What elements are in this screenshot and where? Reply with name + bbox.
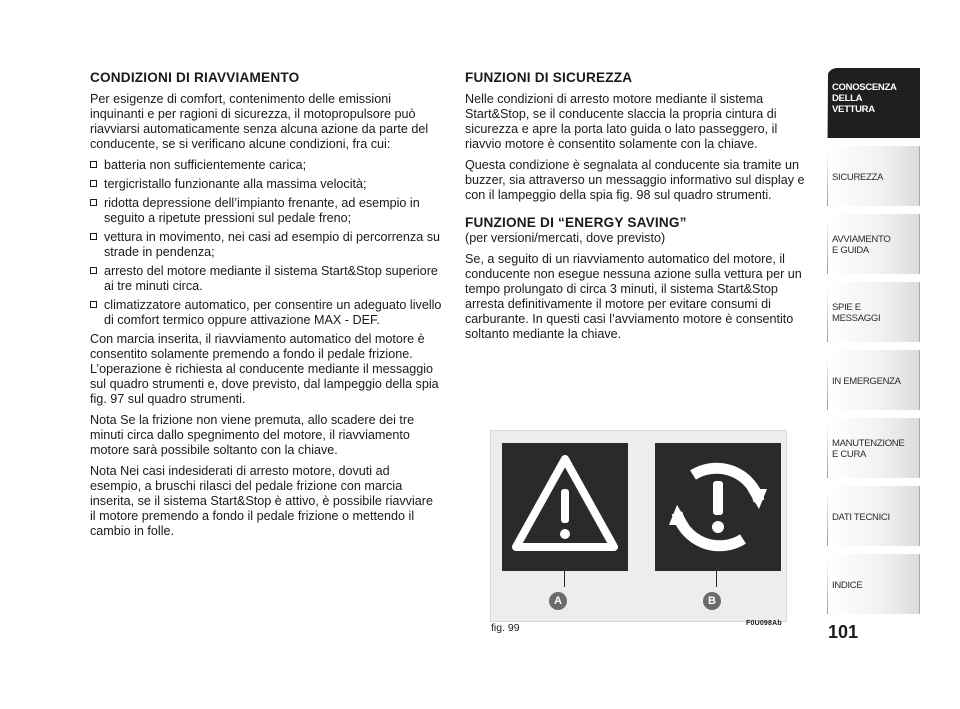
checkbox-bullet-icon [90, 301, 97, 308]
tab-conoscenza-della-vettura[interactable]: CONOSCENZA DELLA VETTURA [827, 68, 920, 138]
list-item: ridotta depressione dell’impianto frenante, ad esempio in seguito a ripetute pressioni sul pedale freno; [90, 196, 442, 226]
tab-avviamento-e-guida[interactable]: AVVIAMENTO E GUIDA [827, 214, 920, 274]
checkbox-bullet-icon [90, 233, 97, 240]
callout-badge-b: B [703, 592, 721, 610]
figure-99 [490, 430, 787, 622]
leader-line-a [564, 553, 565, 587]
left-column [90, 70, 442, 545]
list-item: tergicristallo funzionante alla massima velocità; [90, 177, 442, 192]
warning-light-panel-b [655, 443, 781, 571]
note-clutch-paragraph: Nota Se la frizione non viene premuta, allo scadere dei tre minuti circa dallo spegnimento del motore, il riavviamento motore sarà possibile soltanto con la chiave. [90, 413, 415, 457]
energy-saving-subheading: (per versioni/mercati, dove previsto) [465, 231, 666, 245]
list-item: batteria non sufficientemente carica; [90, 158, 442, 173]
gear-engaged-paragraph: Con marcia inserita, il riavviamento automatico del motore è consentito solamente premendo a fondo il pedale frizione. L’operazione è richiesta al conducente mediante il messaggio sul quadro strumenti e, dove previsto, dal lampeggio della spia fig. 97 sul quadro strumenti. [90, 332, 439, 406]
section-heading-restart-conditions: CONDIZIONI DI RIAVVIAMENTO [90, 70, 300, 85]
figure-code: F0U098Ab [746, 620, 782, 627]
tab-manutenzione-e-cura[interactable]: MANUTENZIONE E CURA [827, 418, 920, 478]
warning-light-panel-a [502, 443, 628, 571]
callout-badge-a: A [549, 592, 567, 610]
safety-paragraph-1: Nelle condizioni di arresto motore mediante il sistema Start&Stop, se il conducente slaccia la propria cintura di sicurezza e apre la porta lato guida o lato passeggero, il riavvio motore è consentito solamente con la chiave. [465, 92, 778, 151]
tab-in-emergenza[interactable]: IN EMERGENZA [827, 350, 920, 410]
checkbox-bullet-icon [90, 180, 97, 187]
tab-sicurezza[interactable]: SICUREZZA [827, 146, 920, 206]
tab-spie-e-messaggi[interactable]: SPIE E MESSAGGI [827, 282, 920, 342]
list-item: arresto del motore mediante il sistema Start&Stop superiore ai tre minuti circa. [90, 264, 442, 294]
section-heading-energy-saving: FUNZIONE DI “ENERGY SAVING” [465, 215, 687, 230]
list-item: climatizzatore automatico, per consentire un adeguato livello di comfort termico oppure attivazione MAX - DEF. [90, 298, 442, 328]
safety-paragraph-2: Questa condizione è segnalata al conducente sia tramite un buzzer, sia attraverso un messaggio informativo sul display e con il lampeggio della spia fig. 98 sul quadro strumenti. [465, 158, 805, 202]
leader-line-b [716, 553, 717, 587]
checkbox-bullet-icon [90, 199, 97, 206]
conditions-list [90, 158, 442, 328]
checkbox-bullet-icon [90, 161, 97, 168]
intro-paragraph: Per esigenze di comfort, contenimento delle emissioni inquinanti e per ragioni di sicurezza, il motopropulsore può riavviarsi automaticamente senza alcuna azione da parte del conducente, se si verificano alcune condizioni, fra cui: [90, 92, 429, 151]
start-stop-failure-icon [655, 443, 781, 571]
section-heading-safety-functions: FUNZIONI DI SICUREZZA [465, 70, 633, 85]
note-stop-paragraph: Nota Nei casi indesiderati di arresto motore, dovuti ad esempio, a bruschi rilasci del pedale frizione con marcia inserita, se il sistema Start&Stop è attivo, è possibile riavviare il motore premendo a fondo il pedale frizione o mettendo il cambio in folle. [90, 464, 433, 538]
checkbox-bullet-icon [90, 267, 97, 274]
tab-indice[interactable]: INDICE [827, 554, 920, 614]
tab-dati-tecnici[interactable]: DATI TECNICI [827, 486, 920, 546]
warning-triangle-icon [502, 443, 628, 571]
chapter-tabs [827, 68, 920, 622]
list-item: vettura in movimento, nei casi ad esempio di percorrenza su strade in pendenza; [90, 230, 442, 260]
energy-saving-paragraph: Se, a seguito di un riavviamento automatico del motore, il conducente non esegue nessuna azione sulla vettura per un tempo prolungato di circa 3 minuti, il sistema Start&Stop arresta definitivamente il motore per evitare consumi di carburante. In questi casi l’avviamento motore è consentito soltanto mediante la chiave. [465, 252, 802, 341]
page-number: 101 [828, 622, 859, 642]
figure-caption: fig. 99 [491, 622, 520, 634]
right-column [465, 70, 813, 348]
